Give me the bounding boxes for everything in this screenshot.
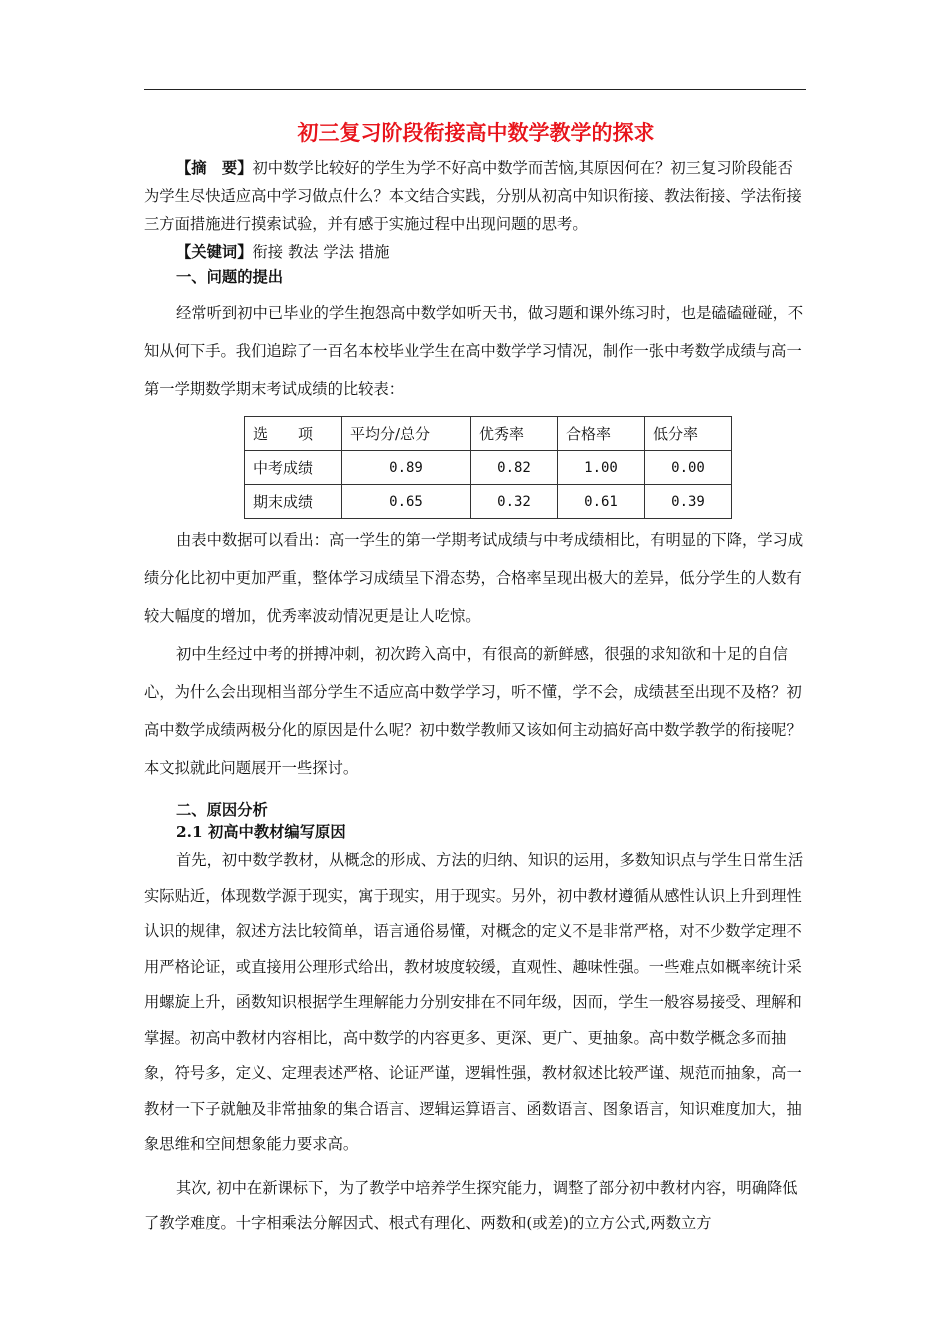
section2-paragraph-2: 其次, 初中在新课标下，为了教学中培养学生探究能力，调整了部分初中教材内容，明确降低了教学难度。十字相乘法分解因式、根式有理化、两数和(或差)的立方公式,两数立方 [144, 1178, 798, 1232]
abstract-text: 初中数学比较好的学生为学不好高中数学而苦恼,其原因何在？初三复习阶段能否为学生尽快适应高中学习做点什么？本文结合实践，分别从初高中知识衔接、教法衔接、学法衔接三方面措施进行摸索试验，并有感于实施过程中出现问题的思考。 [144, 159, 802, 233]
table-cell: 中考成绩 [245, 451, 342, 485]
table-cell: 0.89 [342, 451, 471, 485]
section2-paragraph-1: 首先，初中数学教材，从概念的形成、方法的归纳、知识的运用，多数知识点与学生日常生活实际贴近，体现数学源于现实，寓于现实，用于现实。另外，初中教材遵循从感性认识上升到理性认识的规律，叙述方法比较简单，语言通俗易懂，对概念的定义不是非常严格，对不少数学定理不用严格论证，或直接用公理形式给出，教材坡度较缓，直观性、趣味性强。一些难点如概率统计采用螺旋上升，函数知识根据学生理解能力分别安排在不同年级，因而，学生一般容易接受、理解和掌握。初高中教材内容相比，高中数学的内容更多、更深、更广、更抽象。高中数学概念多而抽象，符号多，定义、定理表述严格、论证严谨，逻辑性强，教材叙述比较严谨、规范而抽象，高一教材一下子就触及非常抽象的集合语言、逻辑运算语言、函数语言、图象语言，知识难度加大，抽象思维和空间想象能力要求高。 [144, 851, 804, 1153]
table-cell: 1.00 [558, 451, 645, 485]
section1-heading: 一、问题的提出 [176, 268, 284, 286]
abstract-label: 【摘 要】 [176, 159, 253, 177]
table-row [245, 485, 732, 519]
keywords [144, 238, 808, 266]
table-cell: 0.39 [645, 485, 732, 519]
section1-paragraph-2: 由表中数据可以看出：高一学生的第一学期考试成绩与中考成绩相比，有明显的下降，学习成绩分化比初中更加严重，整体学习成绩呈下滑态势，合格率呈现出极大的差异，低分学生的人数有较大幅度的增加，优秀率波动情况更是让人吃惊。 [144, 531, 804, 625]
section2-heading: 二、原因分析 [176, 801, 268, 819]
section2-subheading: 2.1 初高中教材编写原因 [176, 823, 346, 841]
keywords-text: 衔接 教法 学法 措施 [252, 243, 390, 261]
table-cell: 0.61 [558, 485, 645, 519]
table-cell: 0.65 [342, 485, 471, 519]
table-cell: 期末成绩 [245, 485, 342, 519]
table-header-cell: 低分率 [645, 417, 732, 451]
keywords-label: 【关键词】 [176, 243, 253, 261]
document-page [144, 118, 808, 1242]
table-header-cell: 选 项 [245, 417, 342, 451]
score-comparison-table [244, 416, 732, 519]
table-header-row [245, 417, 732, 451]
table-row [245, 451, 732, 485]
table-header-cell: 平均分/总分 [342, 417, 471, 451]
section1-paragraph-1: 经常听到初中已毕业的学生抱怨高中数学如听天书，做习题和课外练习时，也是磕磕碰碰，不知从何下手。我们追踪了一百名本校毕业学生在高中数学学习情况，制作一张中考数学成绩与高一第一学期数学期末考试成绩的比较表： [144, 304, 804, 398]
section1-paragraph-3: 初中生经过中考的拼搏冲刺，初次跨入高中，有很高的新鲜感，很强的求知欲和十足的自信心，为什么会出现相当部分学生不适应高中数学学习，听不懂，学不会，成绩甚至出现不及格？初高中数学成绩两极分化的原因是什么呢？初中数学教师又该如何主动搞好高中数学教学的衔接呢？本文拟就此问题展开一些探讨。 [144, 645, 802, 777]
table-header-cell: 合格率 [558, 417, 645, 451]
table-cell: 0.32 [471, 485, 558, 519]
table-cell: 0.82 [471, 451, 558, 485]
abstract [144, 154, 808, 238]
table-header-cell: 优秀率 [471, 417, 558, 451]
document-title: 初三复习阶段衔接高中数学教学的探求 [297, 120, 655, 145]
header-rule [144, 89, 806, 90]
table-cell: 0.00 [645, 451, 732, 485]
